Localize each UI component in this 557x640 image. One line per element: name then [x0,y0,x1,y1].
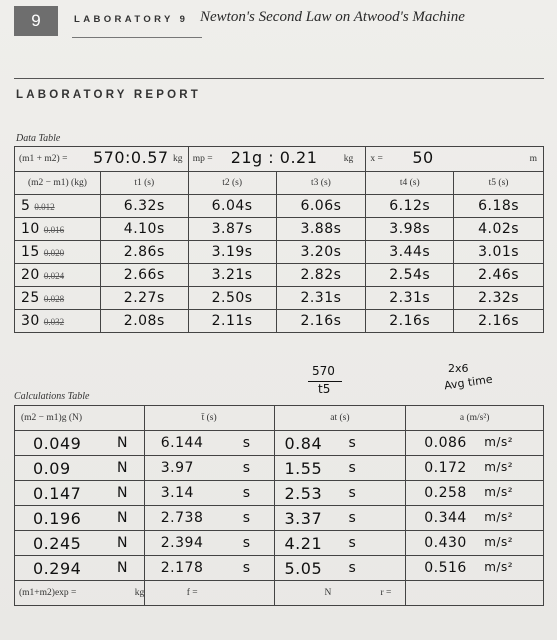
header-t4: t4 (s) [366,172,454,195]
time-cell[interactable]: 2.82s [276,264,366,287]
force-cell[interactable] [15,456,145,481]
lab-tag: LABORATORY 9 [74,14,189,25]
mass-handwritten: 10 [21,221,40,237]
accel-unit: m/s² [484,485,514,499]
x-cell[interactable] [366,147,544,172]
mass-cell[interactable] [15,218,101,241]
force-cell[interactable] [15,556,145,581]
header-mass-diff: (m2 − m1) (kg) [15,172,101,195]
calc-row [15,556,544,581]
annotation-570: 570 [312,364,335,378]
force-cell[interactable] [15,431,145,456]
time-cell[interactable]: 6.12s [366,195,454,218]
tbar-unit: s [242,510,251,526]
lab-number-badge: 9 [14,6,58,36]
time-cell[interactable]: 2.27s [100,287,188,310]
mp-unit: kg [343,154,354,164]
at-value: 2.53 [284,484,323,503]
tbar-value: 2.394 [160,535,204,551]
at-cell[interactable] [274,431,406,456]
mass-printed: 0.024 [43,271,65,281]
time-cell[interactable]: 3.44s [366,241,454,264]
header-rule [72,37,202,38]
accel-unit: m/s² [484,460,514,474]
f-label: f = [186,588,198,598]
time-cell[interactable]: 6.18s [454,195,544,218]
at-cell[interactable] [274,556,406,581]
data-row [15,218,544,241]
mp-value: 21g : 0.21 [230,148,318,167]
report-divider [14,78,544,79]
tbar-value: 3.97 [160,460,194,476]
mp-cell[interactable] [188,147,366,172]
header-accel: a (m/s²) [406,406,544,431]
force-cell[interactable] [15,506,145,531]
f-cell[interactable] [274,581,406,606]
mexp-unit: kg [134,588,145,598]
data-row [15,241,544,264]
page-header [14,6,465,38]
mass-printed: 0.028 [43,294,65,304]
force-unit: N [117,460,128,476]
at-value: 1.55 [284,459,323,478]
calc-row [15,531,544,556]
accel-cell[interactable] [406,481,544,506]
time-cell[interactable]: 2.08s [100,310,188,333]
x-unit: m [529,154,537,164]
calc-row [15,431,544,456]
tbar-unit: s [242,485,251,501]
force-unit: N [117,510,128,526]
at-unit: s [348,560,357,576]
mass-handwritten: 25 [21,290,40,306]
force-value: 0.049 [33,434,82,453]
data-row [15,264,544,287]
at-value: 5.05 [284,559,323,578]
force-unit: N [117,560,128,576]
mexp-unit-cell[interactable] [134,581,274,606]
time-cell[interactable]: 3.01s [454,241,544,264]
header-tbar: t̄ (s) [144,406,274,431]
x-value: 50 [412,148,434,167]
header-t1: t1 (s) [100,172,188,195]
at-unit: s [348,535,357,551]
accel-value: 0.172 [424,460,467,476]
mass-printed: 0.020 [43,248,65,258]
force-unit: N [117,435,128,451]
annotation-avg-time: Avg time [443,372,494,393]
time-cell[interactable]: 2.66s [100,264,188,287]
time-cell[interactable]: 2.54s [366,264,454,287]
accel-value: 0.344 [424,510,467,526]
force-value: 0.245 [33,534,82,553]
tbar-value: 3.14 [160,485,194,501]
time-cell[interactable]: 3.88s [276,218,366,241]
accel-cell[interactable] [406,556,544,581]
force-value: 0.196 [33,509,82,528]
mass-cell[interactable] [15,287,101,310]
time-cell[interactable]: 3.98s [366,218,454,241]
lab-title: Newton's Second Law on Atwood's Machine [200,9,465,25]
tbar-unit: s [242,560,251,576]
mass-printed: 0.016 [43,225,65,235]
force-unit: N [117,485,128,501]
mp-label: mp = [192,154,213,164]
accel-unit: m/s² [484,435,514,449]
force-value: 0.294 [33,559,82,578]
time-cell[interactable]: 2.16s [454,310,544,333]
tbar-value: 6.144 [160,435,204,451]
at-unit: s [348,485,357,501]
at-cell[interactable] [274,456,406,481]
mass-sum-cell[interactable] [15,147,189,172]
time-cell[interactable]: 3.20s [276,241,366,264]
at-cell[interactable] [274,506,406,531]
mass-sum-value: 570:0.57 [93,148,169,167]
calc-row [15,506,544,531]
mass-handwritten: 5 [21,198,31,214]
accel-cell[interactable] [406,506,544,531]
annotation-t5: t5 [318,382,331,396]
time-cell[interactable]: 4.02s [454,218,544,241]
at-value: 0.84 [284,434,323,453]
tbar-unit: s [242,460,251,476]
time-cell[interactable]: 2.31s [366,287,454,310]
mass-printed: 0.012 [34,202,55,212]
time-cell[interactable]: 3.19s [188,241,276,264]
time-cell[interactable]: 2.11s [188,310,276,333]
mass-cell[interactable] [15,241,101,264]
at-unit: s [348,510,357,526]
mass-handwritten: 30 [21,313,40,329]
data-row [15,310,544,333]
data-row [15,195,544,218]
at-value: 3.37 [284,509,323,528]
tbar-cell[interactable] [144,556,274,581]
at-value: 4.21 [284,534,323,553]
time-cell[interactable]: 2.32s [454,287,544,310]
accel-unit: m/s² [484,510,514,524]
data-row [15,287,544,310]
mass-sum-unit: kg [173,154,183,164]
calc-table-caption: Calculations Table [14,391,90,402]
mass-cell[interactable] [15,195,101,218]
data-table-caption: Data Table [16,133,61,144]
mass-printed: 0.032 [43,317,65,327]
at-unit: s [348,460,357,476]
time-cell[interactable]: 2.16s [276,310,366,333]
mass-sum-label: (m1 + m2) = [19,154,68,164]
mass-cell[interactable] [15,310,101,333]
header-t5: t5 (s) [454,172,544,195]
tbar-cell[interactable] [144,531,274,556]
time-cell[interactable]: 2.50s [188,287,276,310]
mexp-label: (m1+m2)exp = [19,588,77,598]
header-at: at (s) [274,406,406,431]
time-cell[interactable]: 3.87s [188,218,276,241]
time-cell[interactable]: 3.21s [188,264,276,287]
force-cell[interactable] [15,531,145,556]
header-force: (m2 − m1)g (N) [15,406,145,431]
mass-cell[interactable] [15,264,101,287]
mass-handwritten: 20 [21,267,40,283]
time-cell[interactable]: 2.16s [366,310,454,333]
calculations-table [14,405,544,606]
time-cell[interactable]: 6.04s [188,195,276,218]
accel-unit: m/s² [484,560,514,574]
at-cell[interactable] [274,481,406,506]
force-cell[interactable] [15,481,145,506]
force-value: 0.147 [33,484,82,503]
accel-value: 0.516 [424,560,467,576]
time-cell[interactable]: 4.10s [100,218,188,241]
time-cell[interactable]: 6.06s [276,195,366,218]
at-cell[interactable] [274,531,406,556]
tbar-unit: s [242,535,251,551]
tbar-value: 2.738 [160,510,204,526]
r-cell[interactable] [406,581,544,606]
calc-row [15,481,544,506]
f-unit: N [324,588,332,598]
mexp-cell[interactable] [15,581,145,606]
tbar-unit: s [242,435,251,451]
data-table [14,146,544,333]
accel-value: 0.086 [424,435,467,451]
tbar-cell[interactable] [144,456,274,481]
accel-value: 0.430 [424,535,467,551]
at-unit: s [348,435,357,451]
report-title: LABORATORY REPORT [16,89,201,101]
time-cell[interactable]: 2.31s [276,287,366,310]
tbar-value: 2.178 [160,560,204,576]
accel-unit: m/s² [484,535,514,549]
time-cell[interactable]: 2.46s [454,264,544,287]
tbar-cell[interactable] [144,481,274,506]
accel-cell[interactable] [406,456,544,481]
accel-cell[interactable] [406,431,544,456]
x-label: x = [370,154,383,164]
tbar-cell[interactable] [144,431,274,456]
time-cell[interactable]: 2.86s [100,241,188,264]
accel-cell[interactable] [406,531,544,556]
header-t2: t2 (s) [188,172,276,195]
tbar-cell[interactable] [144,506,274,531]
force-value: 0.09 [33,459,71,478]
r-label: r = [380,588,392,598]
force-unit: N [117,535,128,551]
header-t3: t3 (s) [276,172,366,195]
mass-handwritten: 15 [21,244,40,260]
annotation-2x6: 2x6 [448,362,469,375]
accel-value: 0.258 [424,485,467,501]
calc-row [15,456,544,481]
time-cell[interactable]: 6.32s [100,195,188,218]
